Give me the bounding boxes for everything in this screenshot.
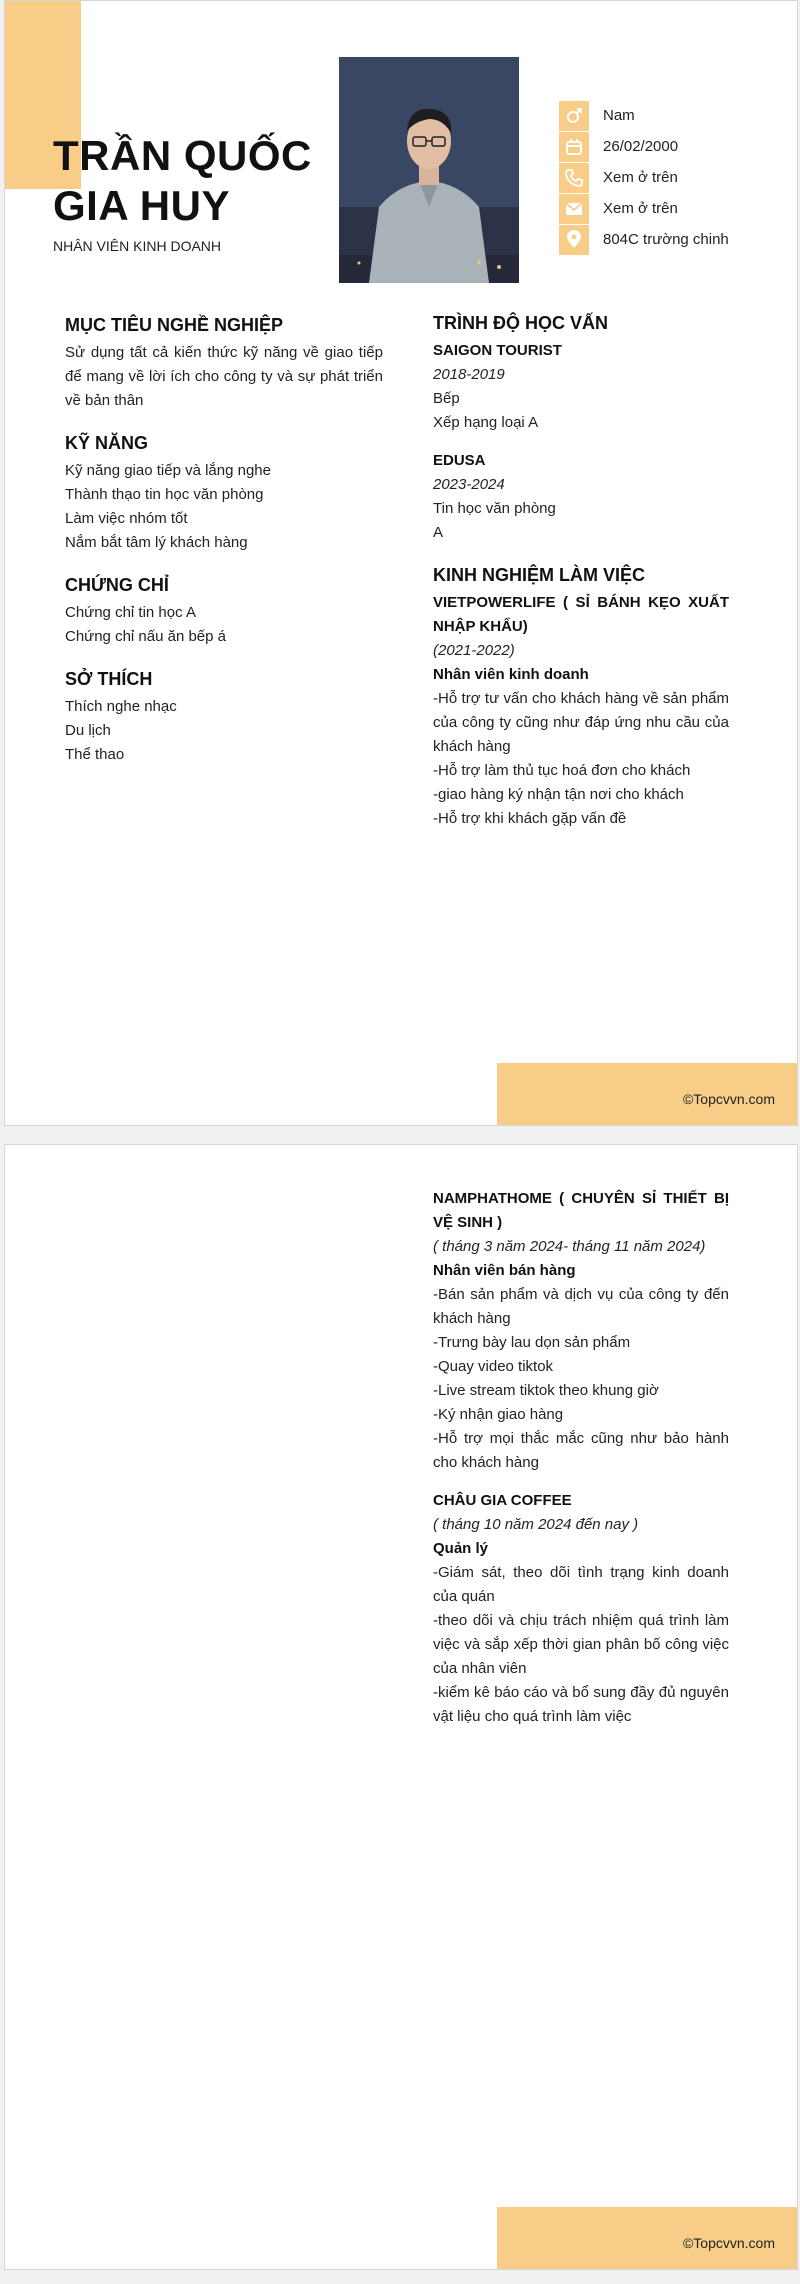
contact-phone-text: Xem ở trên [603, 169, 678, 186]
experience-role: Nhân viên bán hàng [433, 1262, 576, 1279]
education-period: 2018-2019 [433, 366, 505, 383]
certificate-item: Chứng chỉ tin học A [65, 604, 196, 621]
name-line-2: GIA HUY [53, 182, 230, 229]
skill-item: Làm việc nhóm tốt [65, 510, 188, 527]
email-icon [559, 194, 589, 224]
footer-credit: ©Topcvvn.com [682, 2235, 775, 2251]
education-title: TRÌNH ĐỘ HỌC VẤN [433, 313, 608, 333]
certificate-item: Chứng chỉ nấu ăn bếp á [65, 628, 226, 645]
education-entry [433, 449, 729, 545]
name-line-1: TRẦN QUỐC [53, 132, 312, 179]
school-name: SAIGON TOURIST [433, 342, 562, 359]
skill-item: Kỹ năng giao tiếp và lắng nghe [65, 462, 271, 479]
duty-item: -Trưng bày lau dọn sản phẩm [433, 1334, 631, 1351]
footer-credit: ©Topcvvn.com [682, 1091, 775, 1107]
certificates-title: CHỨNG CHỈ [65, 575, 169, 595]
education-grade: Xếp hạng loại A [433, 414, 539, 431]
education-period: 2023-2024 [433, 476, 505, 493]
duty-item: -giao hàng ký nhận tận nơi cho khách [433, 786, 684, 803]
objective-text: Sử dụng tất cả kiến thức kỹ năng về giao tiếp để mang về lời ích cho công ty và sự phát triển về bản thân [65, 344, 383, 409]
experience-period: (2021-2022) [433, 642, 515, 659]
duty-item: -Hỗ trợ làm thủ tục hoá đơn cho khách [433, 762, 691, 779]
education-grade: A [433, 524, 444, 541]
skill-item: Nắm bắt tâm lý khách hàng [65, 534, 248, 551]
education-entry [433, 339, 729, 435]
contact-address-text: 804C trường chinh [603, 231, 729, 248]
hobbies-section [65, 667, 383, 767]
contact-email-text: Xem ở trên [603, 200, 678, 217]
experience-section [433, 563, 729, 831]
calendar-icon [559, 132, 589, 162]
skills-title: KỸ NĂNG [65, 433, 149, 453]
right-column-continued [433, 1187, 729, 1743]
company-name: VIETPOWERLIFE ( SỈ BÁNH KẸO XUẤT NHẬP KHẨU) [433, 594, 729, 635]
company-name: NAMPHATHOME ( CHUYÊN SỈ THIẾT BỊ VỆ SINH ) [433, 1190, 729, 1231]
objective-title: MỤC TIÊU NGHỀ NGHIỆP [65, 315, 284, 335]
duty-item: -Giám sát, theo dõi tình trạng kinh doanh của quán [433, 1564, 729, 1605]
right-column [433, 311, 729, 849]
duty-item: -theo dõi và chịu trách nhiệm quá trình làm việc và sắp xếp thời gian phân bố công việc của nhân viên [433, 1612, 729, 1677]
company-name: CHÂU GIA COFFEE [433, 1492, 572, 1509]
skill-item: Thành thạo tin học văn phòng [65, 486, 264, 503]
duty-item: -Live stream tiktok theo khung giờ [433, 1382, 659, 1399]
experience-role: Quản lý [433, 1540, 489, 1557]
education-major: Tin học văn phòng [433, 500, 556, 517]
location-icon [559, 225, 589, 255]
objective-section [65, 313, 383, 413]
contact-gender-text: Nam [603, 107, 635, 124]
candidate-name [53, 131, 312, 231]
profile-photo [339, 57, 519, 283]
education-major: Bếp [433, 390, 460, 407]
education-section [433, 311, 729, 545]
duty-item: -Ký nhận giao hàng [433, 1406, 564, 1423]
experience-title: KINH NGHIỆM LÀM VIỆC [433, 565, 646, 585]
contact-birthday-text: 26/02/2000 [603, 138, 679, 155]
job-title: NHÂN VIÊN KINH DOANH [53, 238, 222, 254]
phone-icon [559, 163, 589, 193]
resume-page-1 [4, 0, 798, 1126]
experience-entry [433, 591, 729, 831]
certificates-section [65, 573, 383, 649]
resume-page-2 [4, 1144, 798, 2270]
school-name: EDUSA [433, 452, 486, 469]
duty-item: -Hỗ trợ mọi thắc mắc cũng như bảo hành cho khách hàng [433, 1430, 729, 1471]
duty-item: -Hỗ trợ khi khách gặp vấn đề [433, 810, 627, 827]
hobby-item: Du lịch [65, 722, 111, 739]
left-column [65, 313, 383, 785]
experience-entry [433, 1489, 729, 1729]
experience-period: ( tháng 10 năm 2024 đến nay ) [433, 1516, 639, 1533]
skills-section [65, 431, 383, 555]
hobby-item: Thể thao [65, 746, 125, 763]
duty-item: -Hỗ trợ tư vấn cho khách hàng về sản phẩm của công ty cũng như đáp ứng nhu cầu của khách hàng [433, 690, 729, 755]
experience-entry [433, 1187, 729, 1475]
duty-item: -Quay video tiktok [433, 1358, 554, 1375]
experience-period: ( tháng 3 năm 2024- tháng 11 năm 2024) [433, 1238, 706, 1255]
hobby-item: Thích nghe nhạc [65, 698, 177, 715]
experience-role: Nhân viên kinh doanh [433, 666, 589, 683]
duty-item: -kiểm kê báo cáo và bổ sung đầy đủ nguyên vật liệu cho quá trình làm việc [433, 1684, 729, 1725]
duty-item: -Bán sản phẩm và dịch vụ của công ty đến khách hàng [433, 1286, 729, 1327]
gender-icon [559, 101, 589, 131]
hobbies-title: SỞ THÍCH [65, 669, 153, 689]
